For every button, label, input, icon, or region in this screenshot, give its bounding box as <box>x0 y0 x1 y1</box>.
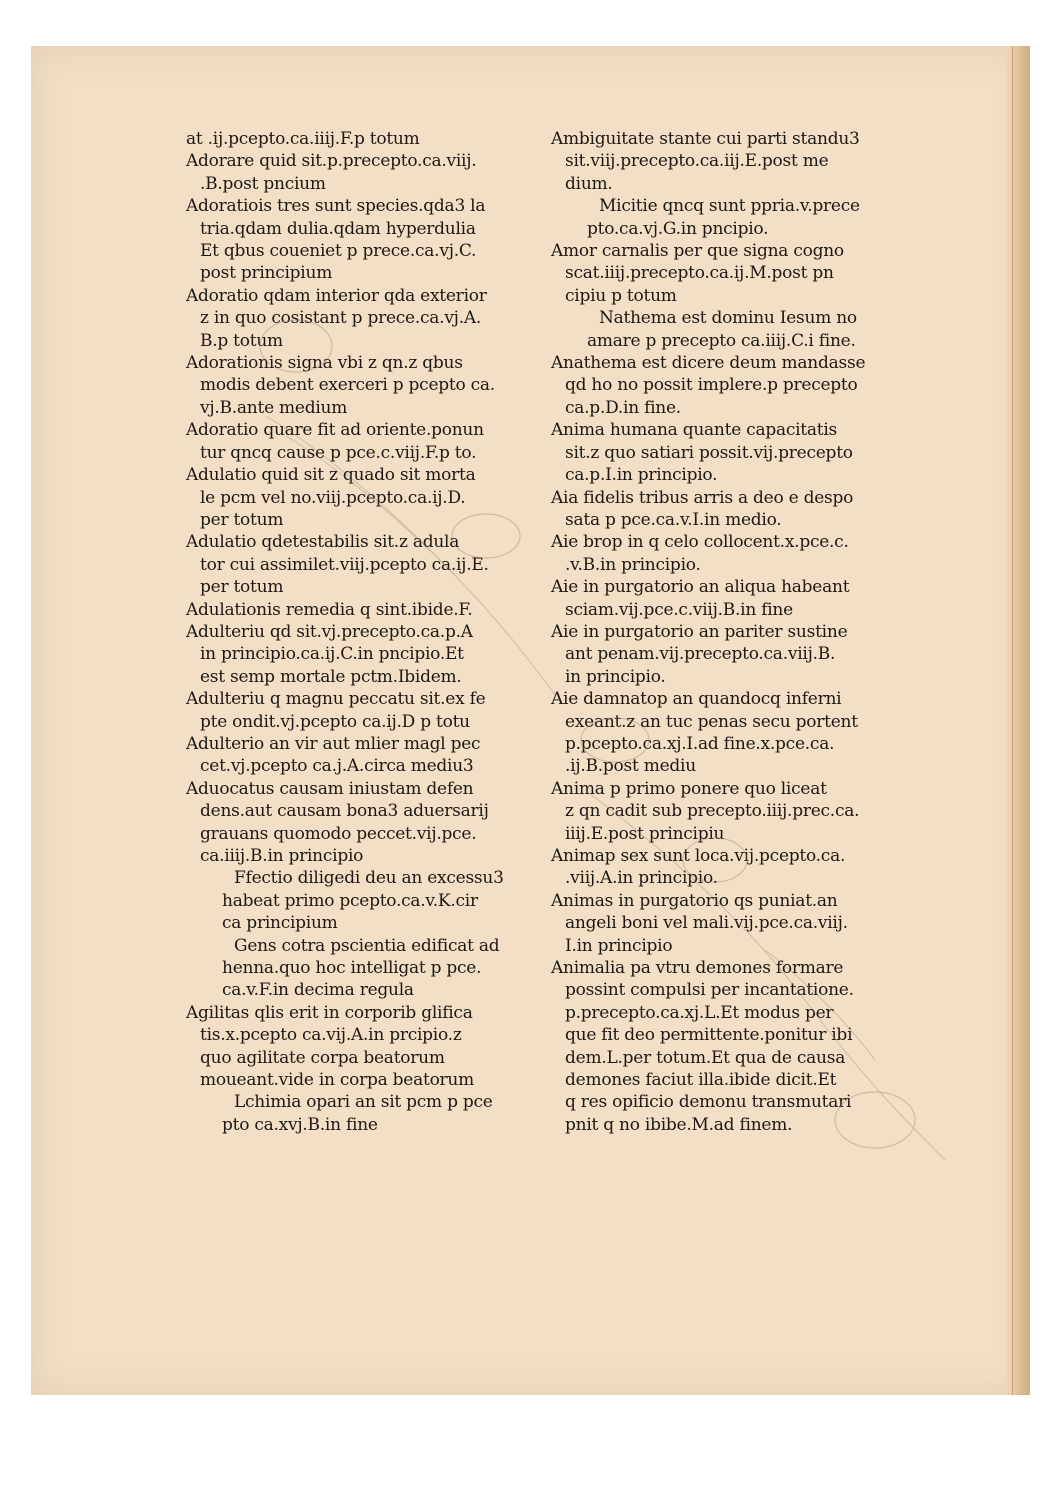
index-line: Aduocatus causam iniustam defen <box>186 778 474 799</box>
index-line: post principium <box>200 263 333 284</box>
index-line: que fit deo permittente.ponitur ibi <box>565 1025 853 1046</box>
index-line: Anima p primo ponere quo liceat <box>551 778 827 799</box>
index-line: p.pcepto.ca.xj.I.ad fine.x.pce.ca. <box>565 733 835 754</box>
index-line: angeli boni vel mali.vij.pce.ca.viij. <box>565 913 848 934</box>
index-line: cet.vj.pcepto ca.j.A.circa mediu3 <box>200 756 474 777</box>
index-line: est semp mortale pctm.Ibidem. <box>200 666 462 687</box>
index-line: .ij.B.post mediu <box>565 756 696 777</box>
index-line: Adorare quid sit.p.precepto.ca.viij. <box>186 151 477 172</box>
index-line: per totum <box>200 509 284 530</box>
index-line: Adulterio an vir aut mlier magl pec <box>186 733 481 754</box>
index-line: henna.quo hoc intelligat p pce. <box>222 958 482 979</box>
index-line: Aie in purgatorio an pariter sustine <box>551 621 848 642</box>
index-line: amare p precepto ca.iiij.C.i fine. <box>587 330 856 351</box>
index-line: exeant.z an tuc penas secu portent <box>565 711 858 732</box>
index-line: in principio. <box>565 666 666 687</box>
page-edge <box>1006 46 1030 1395</box>
index-line: demones faciut illa.ibide dicit.Et <box>565 1070 837 1091</box>
index-line: .B.post pncium <box>200 173 326 194</box>
index-line: dium. <box>565 173 613 194</box>
page-edge-line <box>1012 46 1013 1395</box>
index-line: tur qncq cause p pce.c.viij.F.p to. <box>200 442 477 463</box>
index-line: Amor carnalis per que signa cogno <box>551 241 844 262</box>
index-line: Aie in purgatorio an aliqua habeant <box>551 577 850 598</box>
index-line: Anima humana quante capacitatis <box>551 420 838 441</box>
index-line: le pcm vel no.viij.pcepto.ca.ij.D. <box>200 487 466 508</box>
index-line: Adulatio quid sit z quado sit morta <box>186 465 476 486</box>
index-line: B.p totum <box>200 330 283 351</box>
index-line: p.precepto.ca.xj.L.Et modus per <box>565 1002 834 1023</box>
index-line: vj.B.ante medium <box>200 397 348 418</box>
index-line: Adoratio quare fit ad oriente.ponun <box>186 420 484 441</box>
index-line: .viij.A.in principio. <box>565 868 718 889</box>
index-line: .v.B.in principio. <box>565 554 701 575</box>
index-line: Animas in purgatorio qs puniat.an <box>551 890 838 911</box>
index-line: Anathema est dicere deum mandasse <box>551 353 866 374</box>
index-line: Aie brop in q celo collocent.x.pce.c. <box>551 532 849 553</box>
index-line: Adulteriu q magnu peccatu sit.ex fe <box>186 689 486 710</box>
index-line: quo agilitate corpa beatorum <box>200 1047 445 1068</box>
index-line: habeat primo pcepto.ca.v.K.cir <box>222 890 478 911</box>
index-line: grauans quomodo peccet.vij.pce. <box>200 823 477 844</box>
index-line: I.in principio <box>565 935 673 956</box>
index-line: ca principium <box>222 913 338 934</box>
index-line: Micitie qncq sunt ppria.v.prece <box>599 196 860 217</box>
index-line: scat.iiij.precepto.ca.ij.M.post pn <box>565 263 834 284</box>
index-line: Adulatio qdetestabilis sit.z adula <box>186 532 460 553</box>
index-line: per totum <box>200 577 284 598</box>
index-line: Adoratio qdam interior qda exterior <box>186 285 487 306</box>
index-line: sciam.vij.pce.c.viij.B.in fine <box>565 599 793 620</box>
index-line: dens.aut causam bona3 aduersarij <box>200 801 489 822</box>
index-line: tis.x.pcepto ca.vij.A.in prcipio.z <box>200 1025 462 1046</box>
index-line: dem.L.per totum.Et qua de causa <box>565 1047 846 1068</box>
index-line: ca.iiij.B.in principio <box>200 846 364 866</box>
index-line: pnit q no ibibe.M.ad finem. <box>565 1114 793 1135</box>
index-line: at .ij.pcepto.ca.iiij.F.p totum <box>186 129 420 149</box>
index-line: ca.p.D.in fine. <box>565 397 681 418</box>
index-line: qd ho no possit implere.p precepto <box>565 375 858 396</box>
index-line: tria.qdam dulia.qdam hyperdulia <box>200 218 476 239</box>
index-line: in principio.ca.ij.C.in pncipio.Et <box>200 644 464 665</box>
index-line: Animalia pa vtru demones formare <box>551 958 844 979</box>
index-line: sata p pce.ca.v.I.in medio. <box>565 509 782 530</box>
index-line: modis debent exerceri p pcepto ca. <box>200 375 495 396</box>
index-line: iiij.E.post principiu <box>565 823 725 844</box>
index-line: Nathema est dominu Iesum no <box>599 308 857 329</box>
index-line: pto ca.xvj.B.in fine <box>222 1114 378 1135</box>
index-line: pto.ca.vj.G.in pncipio. <box>587 218 769 239</box>
index-line: Adulteriu qd sit.vj.precepto.ca.p.A <box>186 621 473 642</box>
index-line: Agilitas qlis erit in corporib glifica <box>186 1002 473 1023</box>
left-column <box>186 128 546 1136</box>
index-line: ca.v.F.in decima regula <box>222 980 414 1001</box>
index-line: Aia fidelis tribus arris a deo e despo <box>551 487 854 508</box>
index-line: Lchimia opari an sit pcm p pce <box>234 1092 493 1113</box>
index-line: q res opificio demonu transmutari <box>565 1092 852 1113</box>
index-line: Ffectio diligedi deu an excessu3 <box>234 868 504 889</box>
index-line: moueant.vide in corpa beatorum <box>200 1070 475 1091</box>
index-line: Gens cotra pscientia edificat ad <box>234 935 500 956</box>
index-line: sit.z quo satiari possit.vij.precepto <box>565 442 853 463</box>
index-line: Adulationis remedia q sint.ibide.F. <box>186 599 473 620</box>
index-line: Ambiguitate stante cui parti standu3 <box>551 129 860 149</box>
index-line: Aie damnatop an quandocq inferni <box>551 689 842 710</box>
index-line: Adoratiois tres sunt species.qda3 la <box>186 196 486 217</box>
right-column <box>551 128 907 1136</box>
index-line: Adorationis signa vbi z qn.z qbus <box>186 353 463 374</box>
index-line: Animap sex sunt loca.vij.pcepto.ca. <box>551 846 846 866</box>
index-line: sit.viij.precepto.ca.iij.E.post me <box>565 151 829 172</box>
index-line: possint compulsi per incantatione. <box>565 980 854 1001</box>
index-line: ca.p.I.in principio. <box>565 465 718 486</box>
index-line: pte ondit.vj.pcepto ca.ij.D p totu <box>200 711 470 732</box>
index-line: z in quo cosistant p prece.ca.vj.A. <box>200 308 482 329</box>
index-line: tor cui assimilet.viij.pcepto ca.ij.E. <box>200 554 489 575</box>
index-line: z qn cadit sub precepto.iiij.prec.ca. <box>565 801 860 822</box>
index-line: Et qbus coueniet p prece.ca.vj.C. <box>200 241 477 262</box>
index-line: ant penam.vij.precepto.ca.viij.B. <box>565 644 836 665</box>
index-line: cipiu p totum <box>565 285 677 306</box>
